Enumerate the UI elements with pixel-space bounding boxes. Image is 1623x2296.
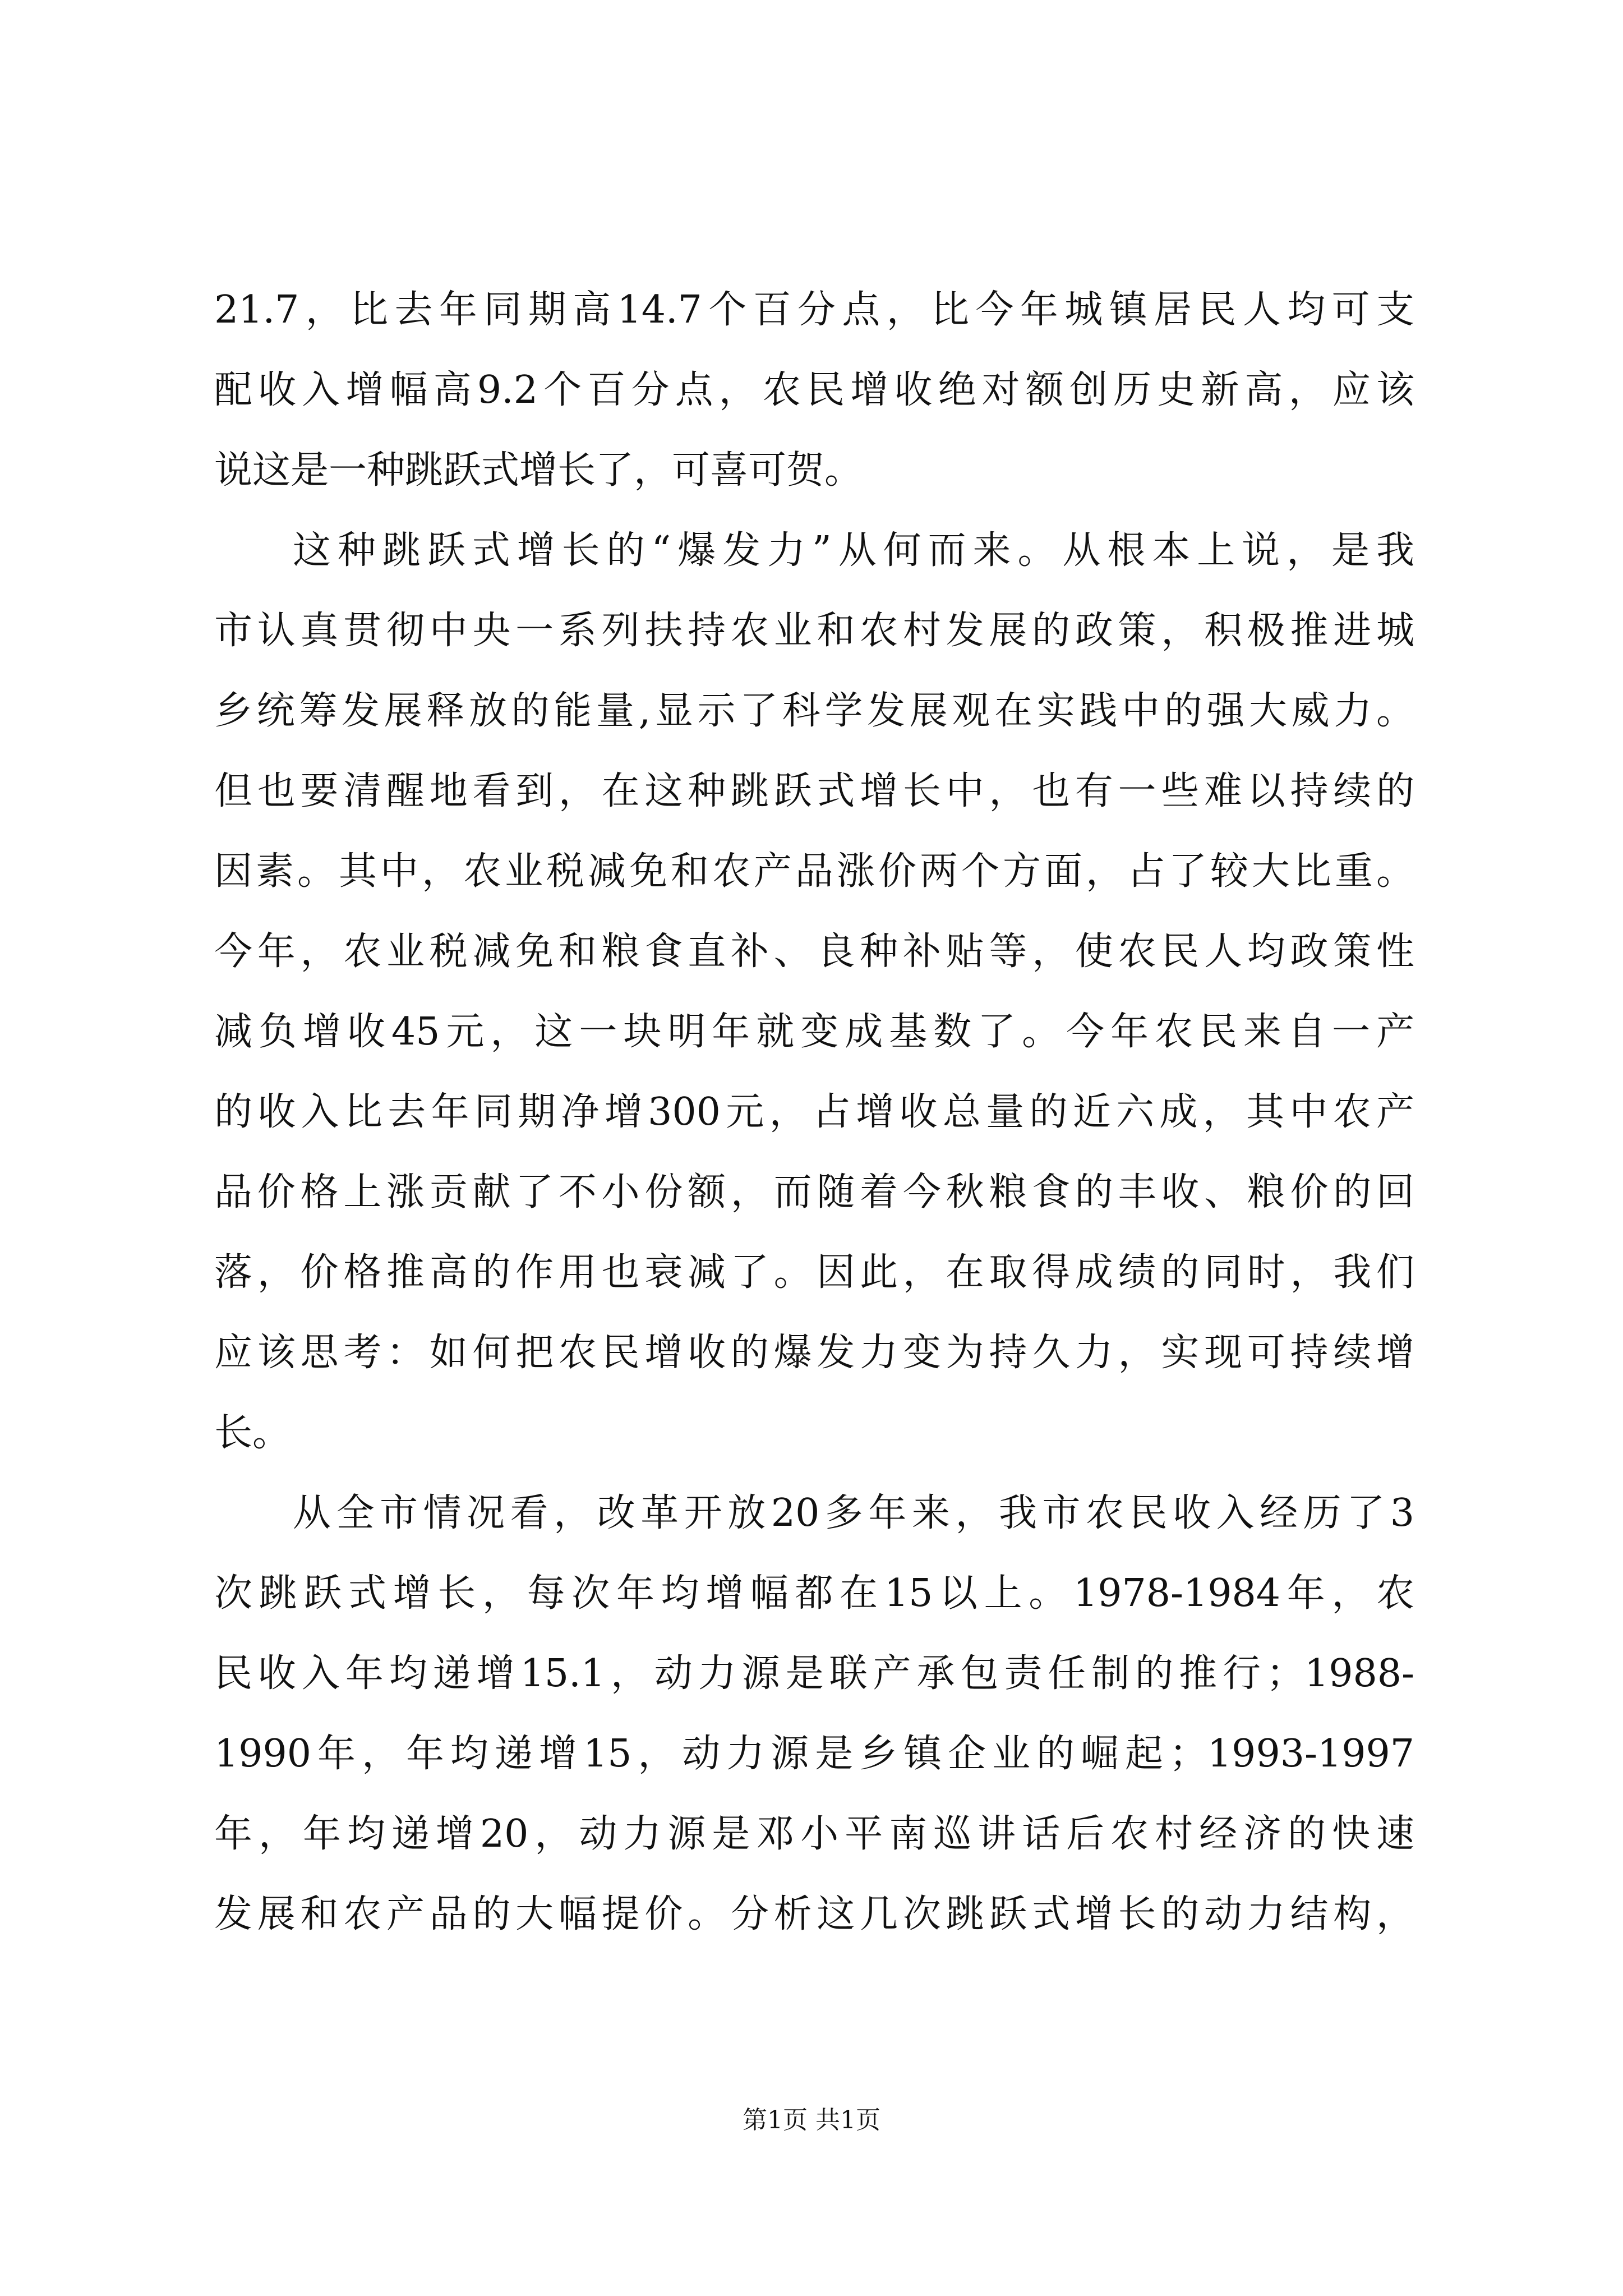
page-number-footer: 第1页 共1页 — [743, 2106, 880, 2134]
text-line: 因素。其中，农业税减免和农产品涨价两个方面，占了较大比重。 — [214, 849, 1414, 894]
text-line: 年，年均递增20，动力源是邓小平南巡讲话后农村经济的快速 — [214, 1812, 1414, 1856]
text-line: 1990年，年均递增15，动力源是乡镇企业的崛起；1993-1997 — [214, 1732, 1414, 1776]
text-line: 的收入比去年同期净增300元，占增收总量的近六成，其中农产 — [214, 1090, 1414, 1134]
text-line: 减负增收45元，这一块明年就变成基数了。今年农民来自一产 — [214, 1010, 1414, 1054]
text-line: 今年，农业税减免和粮食直补、良种补贴等，使农民人均政策性 — [214, 930, 1414, 974]
text-line: 发展和农产品的大幅提价。分析这几次跳跃式增长的动力结构， — [214, 1892, 1414, 1936]
text-line: 21.7，比去年同期高14.7个百分点，比今年城镇居民人均可支 — [214, 288, 1414, 332]
text-line: 市认真贯彻中央一系列扶持农业和农村发展的政策，积极推进城 — [214, 609, 1414, 653]
paragraph-first-line: 从全市情况看，改革开放20多年来，我市农民收入经历了3 — [293, 1491, 1414, 1535]
text-line: 民收入年均递增15.1，动力源是联产承包责任制的推行；1988- — [214, 1651, 1414, 1696]
text-line: 乡统筹发展释放的能量,显示了科学发展观在实践中的强大威力。 — [214, 689, 1414, 733]
text-line: 应该思考：如何把农民增收的爆发力变为持久力，实现可持续增 — [214, 1331, 1414, 1375]
text-line: 配收入增幅高9.2个百分点，农民增收绝对额创历史新高，应该 — [214, 368, 1414, 412]
paragraph-first-line: 这种跳跃式增长的“爆发力”从何而来。从根本上说，是我 — [293, 528, 1414, 573]
text-line: 长。 — [214, 1411, 291, 1455]
text-line: 品价格上涨贡献了不小份额，而随着今秋粮食的丰收、粮价的回 — [214, 1170, 1414, 1214]
text-line: 说这是一种跳跃式增长了，可喜可贺。 — [214, 448, 863, 493]
text-line: 次跳跃式增长，每次年均增幅都在15以上。1978-1984年，农 — [214, 1571, 1414, 1616]
text-line: 但也要清醒地看到，在这种跳跃式增长中，也有一些难以持续的 — [214, 769, 1414, 813]
text-line: 落，价格推高的作用也衰减了。因此，在取得成绩的同时，我们 — [214, 1250, 1414, 1295]
